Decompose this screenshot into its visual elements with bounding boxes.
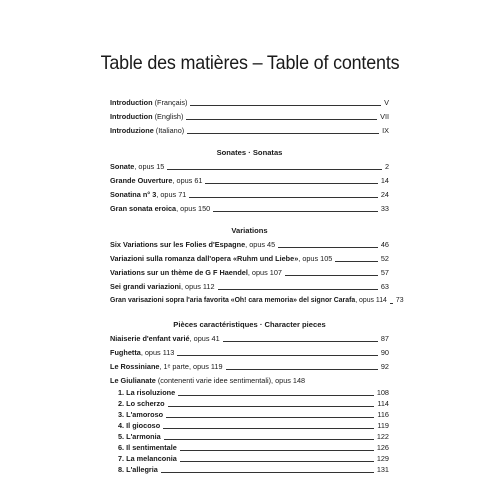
toc-entry[interactable]: Niaiserie d'enfant varié, opus 41 87 bbox=[110, 334, 389, 343]
page-number: 2 bbox=[384, 162, 389, 171]
leader-line bbox=[218, 289, 378, 290]
leader-line bbox=[180, 450, 374, 451]
leader-line bbox=[177, 355, 378, 356]
page-number: 114 bbox=[377, 399, 389, 408]
toc-entry[interactable]: Sonate, opus 15 2 bbox=[110, 162, 389, 171]
page-number: 129 bbox=[376, 454, 389, 463]
page-number: 46 bbox=[380, 240, 389, 249]
page-number: 122 bbox=[376, 432, 389, 441]
leader-line bbox=[226, 369, 378, 370]
leader-line bbox=[164, 439, 374, 440]
page-number: 52 bbox=[380, 254, 389, 263]
leader-line bbox=[166, 417, 374, 418]
page-number: 57 bbox=[380, 268, 389, 277]
page-number: 87 bbox=[380, 334, 389, 343]
leader-line bbox=[213, 211, 378, 212]
leader-line bbox=[180, 461, 374, 462]
toc-entry[interactable]: Variations sur un thème de G F Haendel, opus 107 57 bbox=[110, 268, 389, 277]
toc-entry[interactable]: Variazioni sulla romanza dall'opera «Ruhm und Liebe», opus 105 52 bbox=[110, 254, 389, 263]
section-heading: Variations bbox=[231, 226, 268, 235]
leader-line bbox=[189, 197, 378, 198]
toc-entry[interactable]: Gran sonata eroica, opus 150 33 bbox=[110, 204, 389, 213]
leader-line bbox=[278, 247, 378, 248]
leader-line bbox=[205, 183, 377, 184]
toc-entry[interactable]: Introduction (Français) V bbox=[110, 98, 389, 107]
page-number: 131 bbox=[376, 465, 389, 474]
toc-subentry[interactable]: 5. L'armonia 122 bbox=[118, 432, 389, 441]
page-number: 126 bbox=[376, 443, 389, 452]
toc-entry[interactable]: Introduzione (Italiano) IX bbox=[110, 126, 389, 135]
leader-line bbox=[167, 169, 382, 170]
page-number: 92 bbox=[380, 362, 389, 371]
leader-line bbox=[285, 275, 378, 276]
toc-subentry[interactable]: 3. L'amoroso 116 bbox=[118, 410, 389, 419]
leader-line bbox=[390, 303, 393, 304]
toc-entry[interactable]: Grande Ouverture, opus 61 14 bbox=[110, 176, 389, 185]
page-title: Table des matières – Table of contents bbox=[100, 52, 400, 74]
leader-line bbox=[161, 472, 374, 473]
leader-line bbox=[187, 133, 379, 134]
page-number: 73 bbox=[395, 297, 404, 304]
page-number: 119 bbox=[377, 421, 389, 430]
page-number: 14 bbox=[380, 176, 389, 185]
toc-subentry[interactable]: 4. Il giocoso 119 bbox=[118, 421, 389, 430]
section-heading: Sonates · Sonatas bbox=[216, 148, 283, 157]
toc-subentry[interactable]: 8. L'allegria 131 bbox=[118, 465, 389, 474]
leader-line bbox=[335, 261, 378, 262]
page-number: IX bbox=[382, 126, 389, 135]
leader-line bbox=[163, 428, 374, 429]
leader-line bbox=[186, 119, 377, 120]
toc-subentry[interactable]: 6. Il sentimentale 126 bbox=[118, 443, 389, 452]
leader-line bbox=[190, 105, 381, 106]
toc-entry[interactable]: Six Variations sur les Folies d'Espagne, opus 45 46 bbox=[110, 240, 389, 249]
page-number: V bbox=[384, 98, 389, 107]
section-heading: Pièces caractéristiques · Character pieces bbox=[173, 320, 326, 329]
toc-entry[interactable]: Gran varisazioni sopra l'aria favorita «Oh! cara memoria» del signor Carafa, opus 114 73 bbox=[110, 297, 404, 304]
page-number: 108 bbox=[376, 388, 389, 397]
toc-subentry[interactable]: 1. La risoluzione 108 bbox=[118, 388, 389, 397]
toc-entry[interactable]: Le Rossiniane, 1ᵉ parte, opus 119 92 bbox=[110, 362, 389, 371]
page-number: VII bbox=[380, 112, 389, 121]
toc-entry[interactable]: Fughetta, opus 113 90 bbox=[110, 348, 389, 357]
leader-line bbox=[178, 395, 374, 396]
toc-entry[interactable]: Sei grandi variazioni, opus 112 63 bbox=[110, 282, 389, 291]
page-number: 33 bbox=[380, 204, 389, 213]
page-number: 63 bbox=[380, 282, 389, 291]
toc-entry[interactable]: Introduction (English) VII bbox=[110, 112, 389, 121]
toc-entry-group[interactable]: Le Giulianate (contenenti varie idee sentimentali), opus 148 bbox=[110, 376, 306, 385]
toc-subentry[interactable]: 2. Lo scherzo 114 bbox=[118, 399, 389, 408]
page-number: 116 bbox=[377, 410, 389, 419]
leader-line bbox=[223, 341, 378, 342]
leader-line bbox=[168, 406, 375, 407]
page-number: 90 bbox=[380, 348, 389, 357]
toc-entry[interactable]: Sonatina n° 3, opus 71 24 bbox=[110, 190, 389, 199]
toc-subentry[interactable]: 7. La melanconia 129 bbox=[118, 454, 389, 463]
page-number: 24 bbox=[380, 190, 389, 199]
